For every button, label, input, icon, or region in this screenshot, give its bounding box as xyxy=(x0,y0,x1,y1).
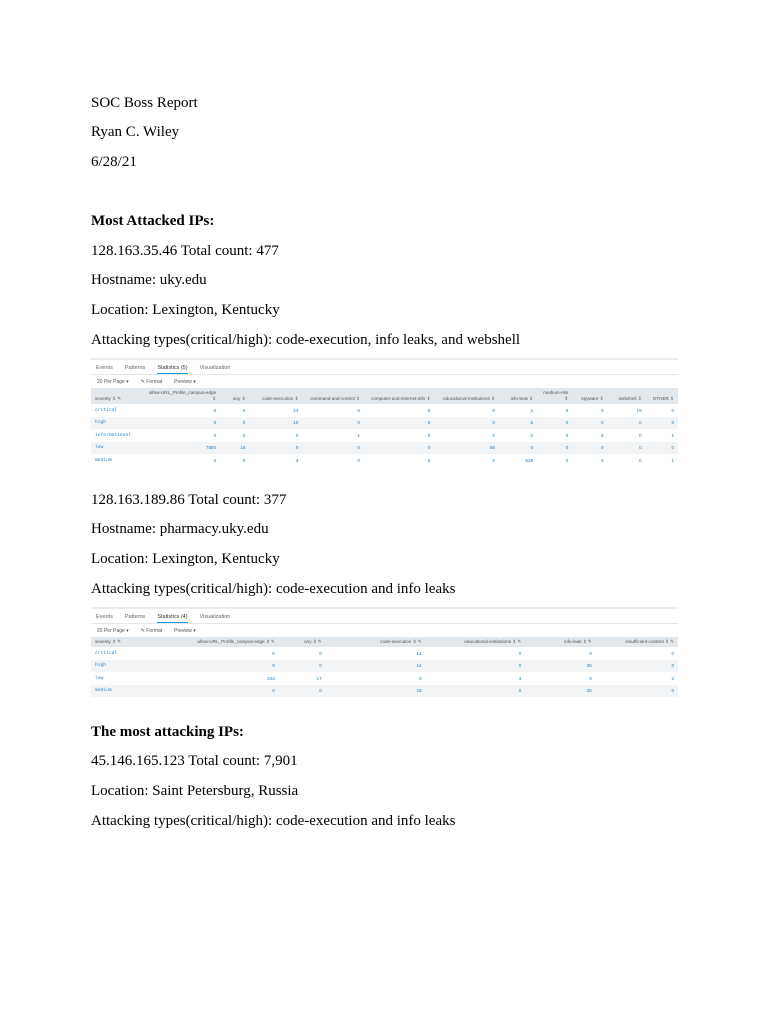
table-cell[interactable]: informational xyxy=(95,432,131,438)
table-cell: 0 xyxy=(426,685,526,698)
tab-2[interactable]: Statistics (4) xyxy=(157,614,187,623)
table-cell: 0 xyxy=(364,442,434,455)
tab-bar xyxy=(91,360,678,375)
toolbar-item-1[interactable]: ✎ Format xyxy=(140,378,163,385)
column-header[interactable]: educational-institutions ⇕ ✎ xyxy=(426,637,526,647)
table-row xyxy=(91,417,678,430)
section-heading-most-attacking: The most attacking IPs: xyxy=(91,724,244,740)
table-cell[interactable]: critical xyxy=(95,650,118,656)
table-row xyxy=(91,660,678,673)
table-toolbar xyxy=(91,624,678,637)
table-cell: 0 xyxy=(144,685,279,698)
table-cell: 0 xyxy=(589,675,592,681)
table-cell: 0 xyxy=(302,417,364,430)
statistics-table xyxy=(91,637,678,697)
tab-1[interactable]: Patterns xyxy=(124,365,146,371)
table-cell[interactable]: high xyxy=(91,417,141,430)
table-row xyxy=(91,404,678,417)
table-cell: 2 xyxy=(671,675,674,681)
table-cell: 0 xyxy=(646,417,678,430)
ip1-types: Attacking types(critical/high): code-execution, info leaks, and webshell xyxy=(91,332,521,348)
ip1-hostname: Hostname: uky.edu xyxy=(91,272,207,288)
report-author: Ryan C. Wiley xyxy=(91,124,180,140)
tab-1[interactable]: Patterns xyxy=(124,614,146,620)
table-cell: 0 xyxy=(589,650,592,656)
table-cell: 17 xyxy=(316,675,322,681)
tab-3[interactable]: Visualization xyxy=(199,614,231,620)
table-cell: 0 xyxy=(279,685,326,698)
toolbar-item-1[interactable]: ✎ Format xyxy=(140,627,163,634)
table-cell: 0 xyxy=(492,407,495,413)
column-header[interactable]: severity ⇕ ✎ xyxy=(91,637,144,647)
table-cell: 0 xyxy=(249,442,302,455)
table-cell: 24 xyxy=(293,407,299,413)
column-header[interactable]: allow-URL_Profile_campus-edge ⇕ ✎ xyxy=(144,637,279,647)
table-cell[interactable]: medium xyxy=(91,685,144,698)
table-cell: 0 xyxy=(537,417,572,430)
table-cell: 1 xyxy=(671,457,674,463)
table-cell: 0 xyxy=(427,432,431,438)
column-header[interactable]: command-and-control ⇕ xyxy=(302,388,364,404)
table-cell: 0 xyxy=(213,457,217,463)
table-toolbar xyxy=(91,375,678,388)
table-cell[interactable]: medium xyxy=(95,457,112,463)
table-cell: 0 xyxy=(499,442,537,455)
table-cell: 0 xyxy=(220,417,249,430)
table-cell: 3 xyxy=(518,675,522,681)
ip1-location: Location: Lexington, Kentucky xyxy=(91,302,280,318)
table-cell: 0 xyxy=(242,432,246,438)
column-header[interactable]: allow-URL_Profile_campus-edge ⇕ xyxy=(141,388,220,404)
column-header[interactable]: medium-risk ⇕ xyxy=(537,388,572,404)
table-cell: 1 xyxy=(671,432,674,438)
column-header[interactable]: code-execution ⇕ xyxy=(249,388,302,404)
tab-0[interactable]: Events xyxy=(96,365,113,371)
section-heading-most-attacked: Most Attacked IPs: xyxy=(91,213,215,229)
toolbar-item-0[interactable]: 20 Per Page ▾ xyxy=(97,378,129,385)
ip2-hostname: Hostname: pharmacy.uky.edu xyxy=(91,521,269,537)
column-header[interactable]: info-leak ⇕ xyxy=(499,388,537,404)
table-cell: 0 xyxy=(319,650,322,656)
table-cell: 3 xyxy=(295,457,299,463)
table-cell: 0 xyxy=(608,442,646,455)
table-header-row xyxy=(91,388,678,404)
column-header[interactable]: code-execution ⇕ ✎ xyxy=(326,637,426,647)
table-cell: 0 xyxy=(419,675,422,681)
column-header[interactable]: info-leak ⇕ ✎ xyxy=(525,637,595,647)
table-cell: 14 xyxy=(416,650,422,656)
table-cell: 0 xyxy=(518,650,522,656)
table-cell: 0 xyxy=(565,457,569,463)
table-cell: 2 xyxy=(530,407,534,413)
table-cell: 15 xyxy=(220,442,249,455)
table-cell: 0 xyxy=(427,457,431,463)
toolbar-item-2[interactable]: Preview ▾ xyxy=(174,627,196,634)
table-cell: 0 xyxy=(608,417,646,430)
ip2-location: Location: Lexington, Kentucky xyxy=(91,551,280,567)
table-cell: 0 xyxy=(600,407,604,413)
table-cell: 0 xyxy=(357,407,360,413)
table-cell[interactable]: high xyxy=(91,660,144,673)
table-row xyxy=(91,454,678,467)
column-header[interactable]: OTHER ⇕ xyxy=(646,388,678,404)
table-cell: 25 xyxy=(525,660,595,673)
table-cell: 0 xyxy=(600,457,604,463)
statistics-screenshot-1 xyxy=(91,358,678,480)
table-cell: 0 xyxy=(141,417,220,430)
table-cell: 0 xyxy=(242,457,246,463)
report-date: 6/28/21 xyxy=(91,154,137,170)
table-cell[interactable]: low xyxy=(91,442,141,455)
table-cell: 0 xyxy=(272,650,275,656)
table-cell: 0 xyxy=(434,417,499,430)
table-cell: 25 xyxy=(525,685,595,698)
tab-0[interactable]: Events xyxy=(96,614,113,620)
table-row xyxy=(91,685,678,698)
tab-bar xyxy=(91,609,678,624)
table-cell: 243 xyxy=(267,675,275,681)
table-cell: 0 xyxy=(537,442,572,455)
column-header[interactable]: spyware ⇕ xyxy=(572,388,607,404)
column-header[interactable]: severity ⇕ ✎ xyxy=(91,388,141,404)
table-cell: 0 xyxy=(596,660,678,673)
table-cell: 55 xyxy=(434,442,499,455)
table-row xyxy=(91,672,678,685)
table-cell: 0 xyxy=(572,442,607,455)
ip1-line: 128.163.35.46 Total count: 477 xyxy=(91,243,279,259)
table-cell: 0 xyxy=(639,457,642,463)
ip2-types: Attacking types(critical/high): code-execution and info leaks xyxy=(91,581,456,597)
table-cell: 0 xyxy=(671,650,674,656)
table-cell: 0 xyxy=(671,407,674,413)
table-cell: 0 xyxy=(144,660,279,673)
table-cell: 5 xyxy=(499,417,537,430)
table-cell: 0 xyxy=(565,432,569,438)
attacker-location: Location: Saint Petersburg, Russia xyxy=(91,783,299,799)
table-cell: 0 xyxy=(639,432,642,438)
table-cell: 0 xyxy=(492,432,495,438)
table-cell: 10 xyxy=(249,417,302,430)
tab-3[interactable]: Visualization xyxy=(199,365,231,371)
table-cell: 1 xyxy=(357,432,360,438)
table-cell: 19 xyxy=(636,407,642,413)
table-row xyxy=(91,647,678,660)
table-cell: 0 xyxy=(242,407,246,413)
column-header[interactable]: educational-institutions ⇕ xyxy=(434,388,499,404)
column-header[interactable]: any ⇕ ✎ xyxy=(279,637,326,647)
column-header[interactable]: any ⇕ xyxy=(220,388,249,404)
table-cell: 528 xyxy=(525,457,534,463)
table-cell: 0 xyxy=(364,417,434,430)
table-cell: 0 xyxy=(213,407,217,413)
attacker-types: Attacking types(critical/high): code-execution and info leaks xyxy=(91,813,456,829)
table-cell: 0 xyxy=(302,442,364,455)
column-header[interactable]: insufficient-content ⇕ ✎ xyxy=(596,637,678,647)
tab-2[interactable]: Statistics (5) xyxy=(157,365,187,374)
table-cell[interactable]: critical xyxy=(95,407,118,413)
report-title: SOC Boss Report xyxy=(91,95,198,111)
table-cell: 5 xyxy=(600,432,604,438)
table-cell: 0 xyxy=(295,432,299,438)
column-header[interactable]: webshell ⇕ xyxy=(608,388,646,404)
table-cell: 0 xyxy=(565,407,569,413)
toolbar-item-2[interactable]: Preview ▾ xyxy=(174,378,196,385)
table-cell: 0 xyxy=(357,457,360,463)
attacker-ip-line: 45.146.165.123 Total count: 7,901 xyxy=(91,753,298,769)
table-cell: 7584 xyxy=(141,442,220,455)
table-cell: 14 xyxy=(326,660,426,673)
table-header-row xyxy=(91,637,678,647)
table-cell: 0 xyxy=(213,432,217,438)
ip2-line: 128.163.189.86 Total count: 377 xyxy=(91,492,287,508)
column-header[interactable]: computer-and-internet-info ⇕ xyxy=(364,388,434,404)
table-cell: 0 xyxy=(492,457,495,463)
table-cell: 0 xyxy=(596,685,678,698)
table-row xyxy=(91,429,678,442)
table-row xyxy=(91,442,678,455)
statistics-table xyxy=(91,388,678,467)
table-cell: 18 xyxy=(326,685,426,698)
table-cell[interactable]: low xyxy=(95,675,104,681)
table-cell: 0 xyxy=(426,660,526,673)
table-cell: 0 xyxy=(427,407,431,413)
table-cell: 0 xyxy=(572,417,607,430)
table-cell: 0 xyxy=(530,432,534,438)
statistics-screenshot-2 xyxy=(91,607,678,712)
table-cell: 0 xyxy=(279,660,326,673)
table-cell: 0 xyxy=(646,442,678,455)
toolbar-item-0[interactable]: 20 Per Page ▾ xyxy=(97,627,129,634)
